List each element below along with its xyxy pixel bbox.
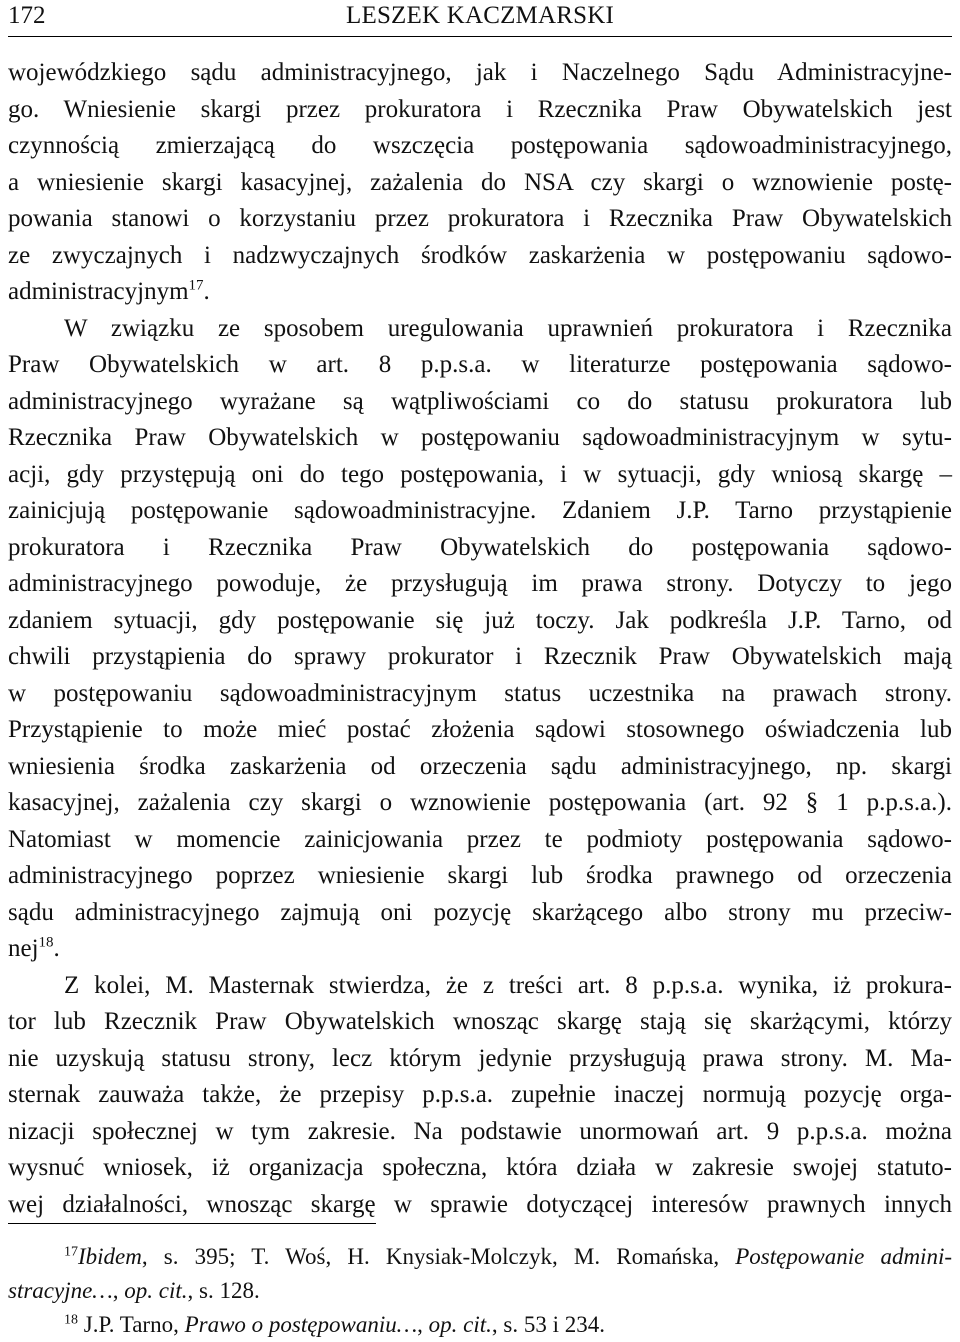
sentence-period: . — [203, 278, 210, 305]
text-line: Rzecznika Praw Obywatelskich w postępowaniu sądowoadministracyjnym w sytu- — [8, 424, 952, 451]
text-line-with-footnote-ref — [8, 274, 952, 311]
text-line: administracyjnego wyrażane są wątpliwościami co do statusu prokuratora lub — [8, 387, 952, 415]
text-line: go. Wniesienie skargi przez prokuratora i Rzecznika Praw Obywatelskich jest — [8, 95, 952, 123]
footnote-opcit: op. cit. — [428, 1312, 492, 1337]
running-head-author: LESZEK KACZMARSKI — [346, 2, 614, 29]
body-text — [8, 55, 952, 1223]
footnote-ref-18: 18 — [38, 934, 54, 951]
footnote-number: 18 — [64, 1312, 78, 1328]
text-line: Przystąpienie to może mieć postać złożenia sądowi stosownego oświadczenia lub — [8, 716, 952, 743]
text-line: wniesienia środka zaskarżenia od orzeczenia sądu administracyjnego, np. skargi — [8, 752, 952, 780]
text-line-with-footnote-ref — [8, 931, 952, 968]
footnote-18 — [8, 1308, 952, 1342]
footnote-text: , s. 53 i 234. — [491, 1312, 606, 1337]
page-number: 172 — [8, 2, 46, 29]
text-line: sternak zauważa także, że przepisy p.p.s.a. zupełnie inaczej normują pozycję orga- — [8, 1081, 952, 1108]
footnote-text: , — [417, 1312, 429, 1337]
text-line: a wniesienie skargi kasacyjnej, zażalenia do NSA czy skargi o wznowienie postę- — [8, 168, 952, 196]
text-line: chwili przystąpienia do sprawy prokurator i Rzecznik Praw Obywatelskich mają — [8, 643, 952, 670]
footnote-separator — [8, 1223, 376, 1224]
text-line: acji, gdy przystępują oni do tego postępowania, i w sytuacji, gdy wniosą skargę – — [8, 460, 952, 488]
text-line-content: administracyjnym — [8, 278, 189, 305]
text-line: powania stanowi o korzystaniu przez prokuratora i Rzecznika Praw Obywatelskich — [8, 205, 952, 232]
text-line: ze zwyczajnych i nadzwyczajnych środków zaskarżenia w postępowaniu sądowo- — [8, 241, 952, 269]
text-line: nie uzyskują statusu strony, lecz którym jedynie przysługują prawa strony. M. Ma- — [8, 1044, 952, 1072]
text-line: w postępowaniu sądowoadministracyjnym status uczestnika na prawach strony. — [8, 679, 952, 707]
text-line: wysnuć wniosek, iż organizacja społeczna, która działa w zakresie swojej statuto- — [8, 1154, 952, 1181]
sentence-period: . — [53, 935, 60, 962]
footnote-title: stracyjne… — [8, 1278, 113, 1303]
footnote-opcit: op. cit. — [124, 1278, 188, 1303]
footnote-title: Postępowanie admini- — [735, 1244, 952, 1269]
text-line-paragraph-start: W związku ze sposobem uregulowania uprawnień prokuratora i Rzecznika — [64, 314, 952, 342]
text-line: wojewódzkiego sądu administracyjnego, jak i Naczelnego Sądu Administracyjne- — [8, 59, 952, 86]
footnote-text: J.P. Tarno, — [78, 1312, 185, 1337]
footnote-text: , s. 128. — [187, 1278, 260, 1303]
text-line: nizacji społecznej w tym zakresie. Na podstawie unormowań art. 9 p.p.s.a. można — [8, 1117, 952, 1145]
text-line: zdaniem sytuacji, gdy postępowanie się już toczy. Jak podkreśla J.P. Tarno, od — [8, 606, 952, 634]
text-line: czynnością zmierzającą do wszczęcia postępowania sądowoadministracyjnego, — [8, 132, 952, 159]
text-line-content: nej — [8, 935, 39, 962]
text-line: wej działalności, wnosząc skargę w sprawie dotyczącej interesów prawnych innych — [8, 1190, 952, 1218]
text-line-paragraph-start: Z kolei, M. Masternak stwierdza, że z treści art. 8 p.p.s.a. wynika, iż prokura- — [64, 971, 952, 999]
text-line: administracyjnego poprzez wniesienie skargi lub środka prawnego od orzeczenia — [8, 862, 952, 889]
footnote-17-continued — [8, 1274, 952, 1308]
footnote-ref-17: 17 — [188, 277, 204, 294]
text-line: administracyjnego powoduje, że przysługują im prawa strony. Dotyczy to jego — [8, 570, 952, 597]
footnote-italic: Ibidem — [78, 1244, 142, 1269]
text-line: Praw Obywatelskich w art. 8 p.p.s.a. w literaturze postępowania sądowo- — [8, 351, 952, 378]
footnote-number: 17 — [64, 1244, 78, 1260]
running-header — [8, 2, 952, 30]
text-line: kasacyjnej, zażalenia czy skargi o wznowienie postępowania (art. 92 § 1 p.p.s.a.). — [8, 789, 952, 816]
footnotes — [8, 1240, 952, 1342]
footnote-title: Prawo o postępowaniu… — [184, 1312, 418, 1337]
text-line: zainicjują postępowanie sądowoadministracyjne. Zdaniem J.P. Tarno przystąpienie — [8, 497, 952, 524]
footnote-text: , — [112, 1278, 125, 1303]
text-line: sądu administracyjnego zajmują oni pozycję skarżącego albo strony mu przeciw- — [8, 898, 952, 926]
header-rule — [8, 36, 952, 37]
footnote-text: , s. 395; T. Woś, H. Knysiak-Molczyk, M. Romańska, — [141, 1244, 736, 1269]
text-line: tor lub Rzecznik Praw Obywatelskich wnosząc skargę stają się skarżącymi, którzy — [8, 1008, 952, 1035]
text-line: prokuratora i Rzecznika Praw Obywatelskich do postępowania sądowo- — [8, 533, 952, 561]
text-line: Natomiast w momencie zainicjowania przez te podmioty postępowania sądowo- — [8, 825, 952, 853]
footnote-17 — [8, 1240, 952, 1274]
